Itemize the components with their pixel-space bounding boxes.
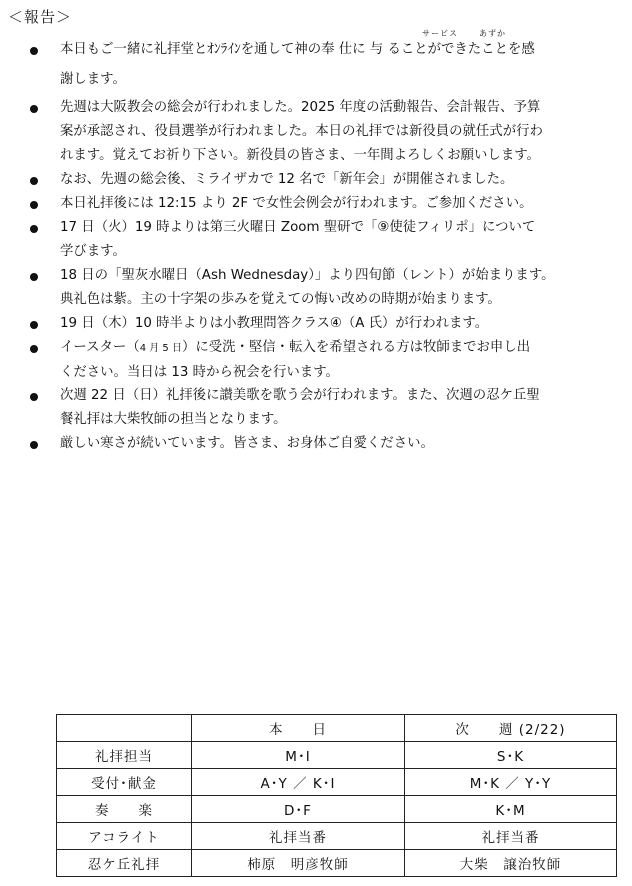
item-line: 先週は大阪教会の総会が行われました。2025 年度の活動報告、会計報告、予算 bbox=[60, 100, 541, 115]
ruby-service: サービス bbox=[422, 29, 458, 38]
table-row bbox=[57, 823, 617, 850]
item-text-part: イースター（ bbox=[60, 340, 140, 355]
bullet-icon bbox=[30, 225, 38, 233]
item-line: 次週 22 日（日）礼拝後に讃美歌を歌う会が行われます。また、次週の忍ケ丘聖 bbox=[60, 388, 540, 403]
table-cell: M･I bbox=[192, 742, 405, 769]
bullet-icon bbox=[30, 345, 38, 353]
bullet-icon bbox=[30, 273, 38, 281]
ruby-azuka: あずか bbox=[479, 29, 506, 38]
table-header-cell bbox=[57, 715, 192, 742]
table-cell: 大柴 譲治牧師 bbox=[405, 850, 617, 877]
table-cell: 礼拝当番 bbox=[192, 823, 405, 850]
table-cell: M･K ／ Y･Y bbox=[405, 769, 617, 796]
item-line: 餐礼拝は大柴牧師の担当となります。 bbox=[60, 412, 287, 427]
table-cell: D･F bbox=[192, 796, 405, 823]
item-line: 17 日（火）19 時よりは第三火曜日 Zoom 聖研で「⑨使徒フィリポ」について bbox=[60, 220, 536, 235]
table-header-row bbox=[57, 715, 617, 742]
row-label: 忍ケ丘礼拝 bbox=[57, 850, 192, 877]
bullet-icon bbox=[30, 177, 38, 185]
item-line: 厳しい寒さが続いています。皆さま、お身体ご自愛ください。 bbox=[60, 436, 434, 451]
table-header-cell: 次 週 (2/22) bbox=[405, 715, 617, 742]
item-line bbox=[60, 336, 620, 361]
duty-schedule-table bbox=[56, 714, 617, 877]
table-cell: 礼拝当番 bbox=[405, 823, 617, 850]
item-line: 謝します。 bbox=[60, 72, 126, 87]
item-line: 19 日（木）10 時半よりは小教理問答クラス④（A 氏）が行われます。 bbox=[60, 316, 489, 331]
row-label: 受付･献金 bbox=[57, 769, 192, 796]
table-row bbox=[57, 796, 617, 823]
item-line: 18 日の「聖灰水曜日（Ash Wednesday）」より四旬節（レント）が始まります。 bbox=[60, 268, 555, 283]
item-text-part: ）に受洗・堅信・転入を希望される方は牧師までお申し出 bbox=[181, 340, 531, 355]
row-label: 奏 楽 bbox=[57, 796, 192, 823]
table-cell: K･M bbox=[405, 796, 617, 823]
bullet-icon bbox=[30, 441, 38, 449]
item-date-small: 4 月 5 日 bbox=[139, 343, 182, 354]
table-row bbox=[57, 742, 617, 769]
table-cell: S･K bbox=[405, 742, 617, 769]
bullet-icon bbox=[30, 105, 38, 113]
item-line: 本日礼拝後には 12:15 より 2F で女性会例会が行われます。ご参加ください。 bbox=[60, 196, 533, 211]
bullet-icon bbox=[30, 393, 38, 401]
item-line: 典礼色は紫。主の十字架の歩みを覚えての悔い改めの時期が始まります。 bbox=[60, 292, 501, 307]
bullet-icon bbox=[30, 201, 38, 209]
bullet-icon bbox=[30, 47, 38, 55]
table-row bbox=[57, 769, 617, 796]
row-label: 礼拝担当 bbox=[57, 742, 192, 769]
report-heading: ＜報告＞ bbox=[8, 8, 73, 26]
table-row bbox=[57, 850, 617, 877]
item-line: れます。覚えてお祈り下さい。新役員の皆さま、一年間よろしくお願いします。 bbox=[60, 148, 540, 163]
row-label: アコライト bbox=[57, 823, 192, 850]
item-line: 案が承認され、役員選挙が行われました。本日の礼拝では新役員の就任式が行わ bbox=[60, 124, 543, 139]
item-line: 本日もご一緒に礼拝堂とｵﾝﾗｲﾝを通して神の奉 仕に 与 ることができたことを感 bbox=[60, 42, 535, 57]
item-line: 学びます。 bbox=[60, 244, 126, 259]
bullet-icon bbox=[30, 321, 38, 329]
item-line: なお、先週の総会後、ミライザカで 12 名で「新年会」が開催されました。 bbox=[60, 172, 514, 187]
table-cell: 柿原 明彦牧師 bbox=[192, 850, 405, 877]
table-cell: A･Y ／ K･I bbox=[192, 769, 405, 796]
item-line: ください。当日は 13 時から祝会を行います。 bbox=[60, 365, 339, 380]
table-header-cell: 本 日 bbox=[192, 715, 405, 742]
